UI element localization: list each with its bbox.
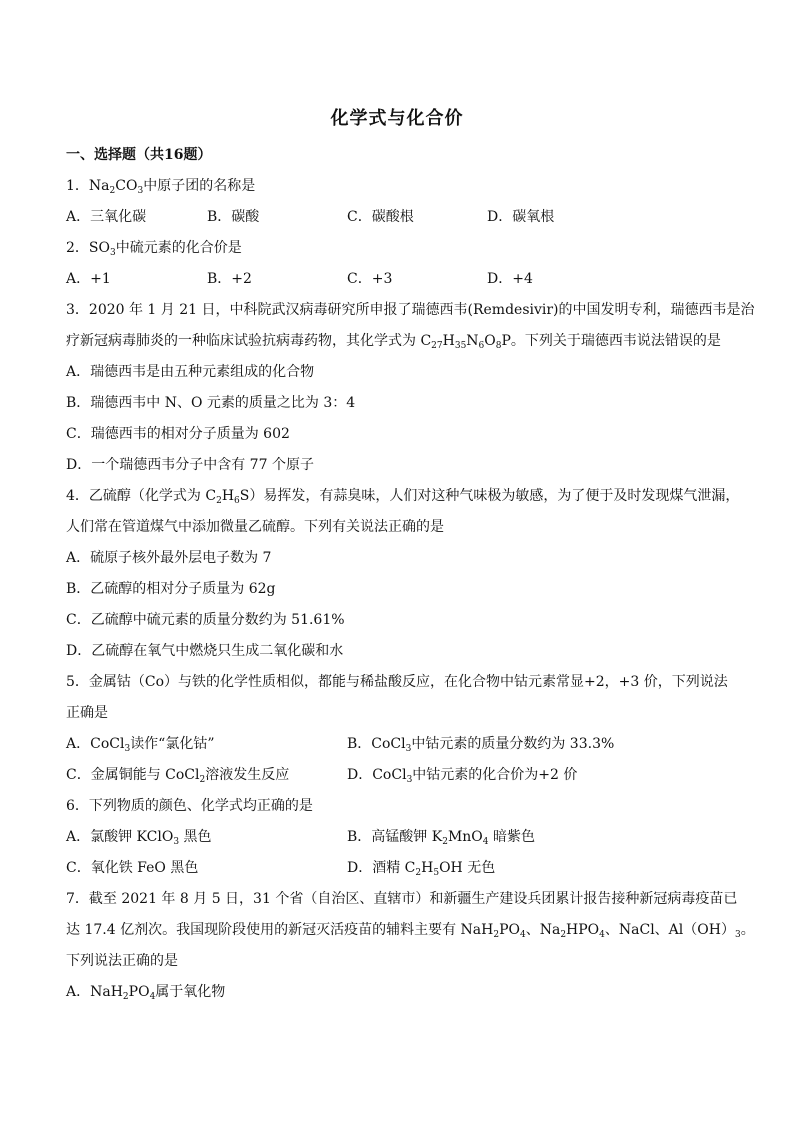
q5-option-b: B．CoCl$_3$中钴元素的质量分数约为 33.3% xyxy=(347,736,615,754)
q6-option-b: B．高锰酸钾 $K_2MnO_4$ 暗紫色 xyxy=(347,829,535,847)
q1-option-d: D．碳氧根 xyxy=(487,209,555,225)
question-4-line-1: 4．乙硫醇（化学式为 $C_2H_6S$）易挥发，有蒜臭味，人们对这种气味极为敏感，为了便于及时发现煤气泄漏， xyxy=(66,488,740,506)
q1-option-a: A．三氧化碳 xyxy=(66,209,147,225)
question-5-line-1: 5．金属钴（Co）与铁的化学性质相似，都能与稀盐酸反应，在化合物中钴元素常显+2，+3 价，下列说法 xyxy=(66,674,728,690)
page-title: 化学式与化合价 xyxy=(330,108,464,129)
q2-option-a: A．+1 xyxy=(66,271,111,287)
question-5-line-2: 正确是 xyxy=(66,705,108,721)
q5-option-a: A．CoCl$_3$读作“氯化钴” xyxy=(66,736,215,754)
q4-option-b: B．乙硫醇的相对分子质量为 62g xyxy=(66,581,276,597)
q5-option-c: C．金属铜能与 CoCl$_2$溶液发生反应 xyxy=(66,767,290,785)
question-1: 1．$Na_2CO_3$中原子团的名称是 xyxy=(66,178,256,196)
q1-option-b: B．碳酸 xyxy=(207,209,260,225)
q2-option-c: C．+3 xyxy=(347,271,393,287)
q3-option-c: C．瑞德西韦的相对分子质量为 602 xyxy=(66,426,290,442)
question-7-line-3: 下列说法正确的是 xyxy=(66,953,178,969)
section-heading: 一、选择题（共16题） xyxy=(66,147,212,163)
question-3-line-1: 3．2020 年 1 月 21 日，中科院武汉病毒研究所申报了瑞德西韦(Remdesivir)的中国发明专利，瑞德西韦是治 xyxy=(66,302,755,318)
q3-option-a: A．瑞德西韦是由五种元素组成的化合物 xyxy=(66,364,315,380)
q3-option-b: B．瑞德西韦中 N、O 元素的质量之比为 3：4 xyxy=(66,395,356,411)
question-4-line-2: 人们常在管道煤气中添加微量乙硫醇。下列有关说法正确的是 xyxy=(66,519,444,535)
q4-option-d: D．乙硫醇在氧气中燃烧只生成二氧化碳和水 xyxy=(66,643,344,659)
q6-option-c: C．氧化铁 FeO 黑色 xyxy=(66,860,199,876)
q6-option-d: D．酒精 $C_2H_5OH$ 无色 xyxy=(347,860,496,878)
question-6: 6．下列物质的颜色、化学式均正确的是 xyxy=(66,798,313,814)
question-3-line-2: 疗新冠病毒肺炎的一种临床试验抗病毒药物，其化学式为 $C_{27}H_{35}N_6O_8P$。下列关于瑞德西韦说法错误的是 xyxy=(66,333,721,351)
question-2: 2．$SO_3$中硫元素的化合价是 xyxy=(66,240,242,258)
q7-option-a: A．$NaH_2PO_4$属于氧化物 xyxy=(66,984,226,1002)
q1-option-c: C．碳酸根 xyxy=(347,209,414,225)
q2-option-b: B．+2 xyxy=(207,271,252,287)
q5-option-d: D．CoCl$_3$中钴元素的化合价为+2 价 xyxy=(347,767,578,785)
question-7-line-2: 达 17.4 亿剂次。我国现阶段使用的新冠灭活疫苗的辅料主要有 $NaH_2PO_4$、$Na_2HPO_4$、NaCl、$Al(OH)_3$。 xyxy=(66,922,755,940)
q2-option-d: D．+4 xyxy=(487,271,533,287)
question-7-line-1: 7．截至 2021 年 8 月 5 日，31 个省（自治区、直辖市）和新疆生产建设兵团累计报告接种新冠病毒疫苗已 xyxy=(66,891,738,907)
q3-option-d: D．一个瑞德西韦分子中含有 77 个原子 xyxy=(66,457,314,473)
q4-option-a: A．硫原子核外最外层电子数为 7 xyxy=(66,550,272,566)
q6-option-a: A．氯酸钾 KClO$_3$ 黑色 xyxy=(66,829,212,847)
q4-option-c: C．乙硫醇中硫元素的质量分数约为 51.61% xyxy=(66,612,345,628)
